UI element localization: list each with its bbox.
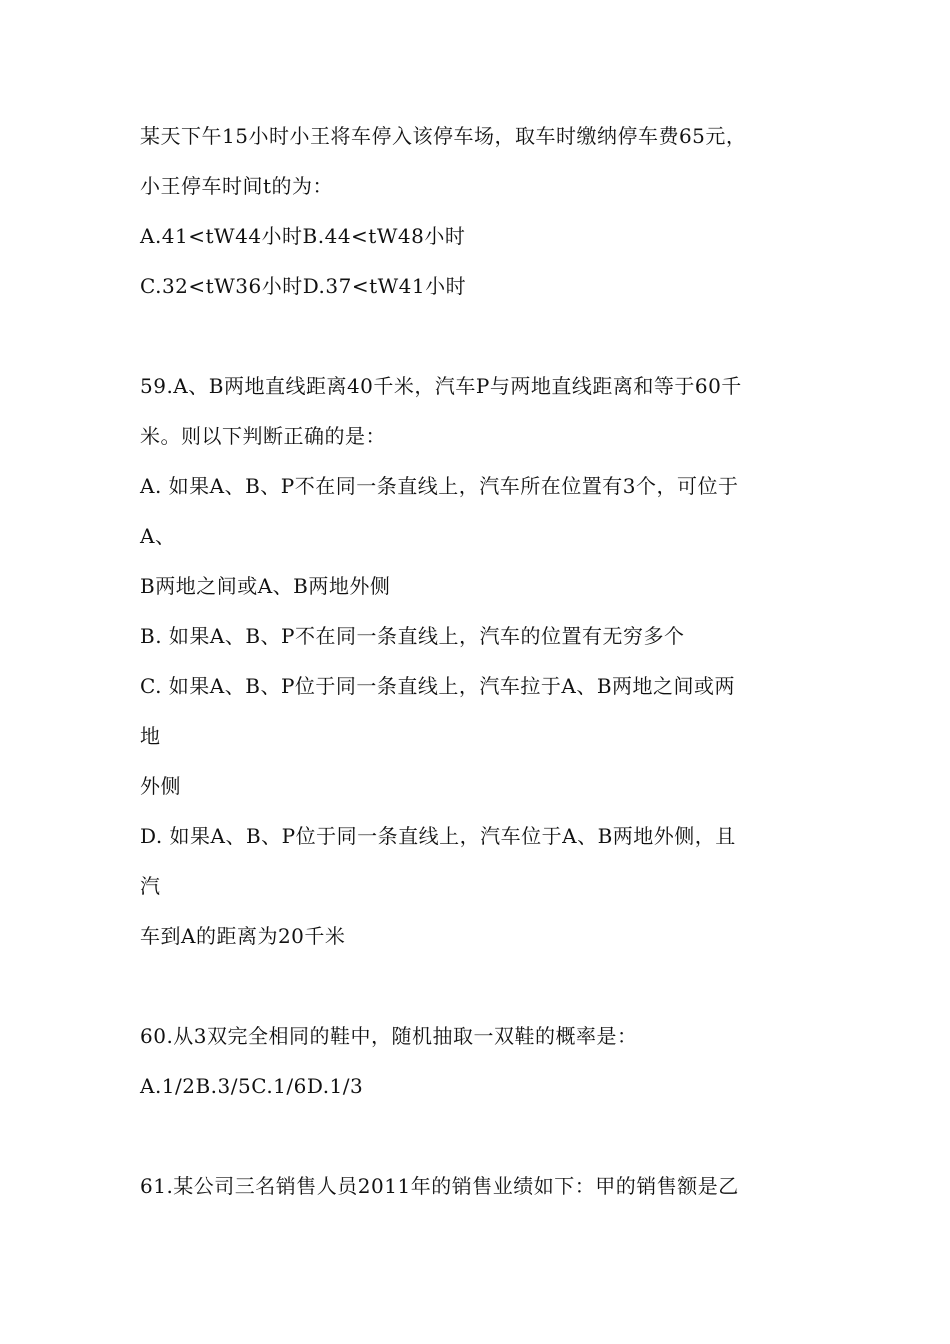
q59-stem-line-1: 59.A、B两地直线距离40千米，汽车P与两地直线距离和等于60千 — [140, 374, 742, 398]
q59-option-c-line-3: 外侧 — [140, 774, 181, 798]
q59-stem-line-2: 米。则以下判断正确的是： — [140, 424, 386, 448]
q58-stem-line-2: 小王停车时间t的为： — [140, 174, 334, 198]
q58-options-line-1: A.41<tW44小时B.44<tW48小时 — [140, 224, 466, 248]
q59-option-a-line-3: B两地之间或A、B两地外侧 — [140, 574, 391, 598]
q59-option-c-line-2: 地 — [140, 724, 161, 748]
q58-stem-line-1: 某天下午15小时小王将车停入该停车场，取车时缴纳停车费65元， — [140, 124, 747, 148]
q60-options-line-1: A.1/2B.3/5C.1/6D.1/3 — [140, 1074, 364, 1098]
q59-option-d-line-3: 车到A的距离为20千米 — [140, 924, 346, 948]
q59-option-a-line-2: A、 — [140, 524, 176, 548]
q59-option-d-line-2: 汽 — [140, 874, 161, 898]
q59-option-c-line-1: C. 如果A、B、P位于同一条直线上，汽车拉于A、B两地之间或两 — [140, 674, 736, 698]
q61-stem-line-1: 61.某公司三名销售人员2011年的销售业绩如下：甲的销售额是乙 — [140, 1174, 739, 1198]
q59-option-b-line-1: B. 如果A、B、P不在同一条直线上，汽车的位置有无穷多个 — [140, 624, 685, 648]
q58-options-line-2: C.32<tW36小时D.37<tW41小时 — [140, 274, 467, 298]
q59-option-a-line-1: A. 如果A、B、P不在同一条直线上，汽车所在位置有3个，可位于 — [140, 474, 739, 498]
q59-option-d-line-1: D. 如果A、B、P位于同一条直线上，汽车位于A、B两地外侧，且 — [140, 824, 736, 848]
q60-stem-line-1: 60.从3双完全相同的鞋中，随机抽取一双鞋的概率是： — [140, 1024, 638, 1048]
